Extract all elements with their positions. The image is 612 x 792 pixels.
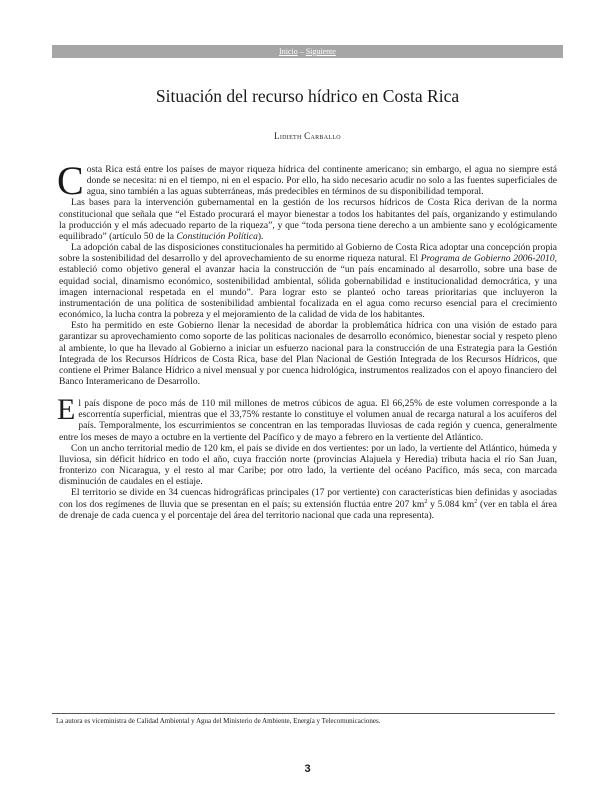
paragraph-text: y 5.084 km xyxy=(427,498,475,510)
program-reference: Programa de Gobierno 2006-2010 xyxy=(420,253,555,265)
article-body xyxy=(57,158,557,521)
paragraph-text: l país dispone de poco más de 110 mil millones de metros cúbicos de agua. El 66,25% de este volumen corresponde a la escorrentía superficial, mientras que el 33,75% restante lo constituye el volumen anual de recarga natural a los acuíferos del país. Temporalmente, los escurrimientos se concentran en las temporadas lluviosas de cada región y cuenca, generalmente entre los meses de mayo a octubre en la vertiente del Pacífico y de mayo a febrero en la vertiente del Atlántico. xyxy=(59,398,557,443)
paragraph-legal-basis xyxy=(59,197,557,242)
paragraph-basins xyxy=(59,487,557,520)
drop-cap: E xyxy=(57,393,76,427)
constitution-reference: Constitución Política xyxy=(176,230,258,242)
next-link[interactable]: Siguiente xyxy=(305,47,336,56)
paragraph-intro xyxy=(57,158,557,203)
superscript: 2 xyxy=(424,498,428,505)
footnote: La autora es viceministra de Calidad Ambiental y Agua del Ministerio de Ambiente, Energía y Telecomunicaciones. xyxy=(56,717,381,725)
paragraph-text: La adopción cabal de las disposiciones constitucionales ha permitido al Gobierno de Costa Rica adoptar una concepción propia sobre la sostenibilidad del desarrollo y del aprovechamiento de su enorme riqueza natural. El xyxy=(59,242,557,265)
paragraph-text: ). xyxy=(257,230,264,242)
page-number: 3 xyxy=(304,763,311,775)
paragraph-strategy xyxy=(59,320,557,387)
superscript: 2 xyxy=(474,498,478,505)
paragraph-government-program xyxy=(59,242,557,320)
author-name: Lidieth Carballo xyxy=(274,131,341,141)
paragraph-watersheds xyxy=(59,443,557,488)
navigation-bar xyxy=(52,45,563,58)
drop-cap: C xyxy=(57,158,84,203)
article-title: Situación del recurso hídrico en Costa Rica xyxy=(155,86,460,106)
paragraph-water-volume xyxy=(57,393,557,443)
paragraph-text: Las bases para la intervención gubernamental en la gestión de los recursos hídricos de Costa Rica derivan de la norma constitucional que señala que “el Estado procurará el mayor bienestar a todos los habitantes del país, organizando y estimulando la producción y el más adecuado reparto de la riqueza”, y que “toda persona tiene derecho a un ambiente sano y ecológicamente equilibrado” (artículo 50 de la xyxy=(59,197,557,242)
nav-separator: – xyxy=(297,47,306,56)
footnote-divider xyxy=(52,713,555,714)
paragraph-text: Con un ancho territorial medio de 120 km, el país se divide en dos vertientes: por un lado, la vertiente del Atlántico, húmeda y lluviosa, sin déficit hídrico en todo el año, cuya fracción norte (provincias Alajuela y Heredia) tributa hacia el río San Juan, fronterizo con Nicaragua, y el resto al mar Caribe; por otro lado, la vertiente del océano Pacífico, más seca, con marcada disminución de caudales en el estiaje. xyxy=(59,442,557,488)
home-link[interactable]: Inicio xyxy=(279,47,298,56)
paragraph-text: , estableció como objetivo general el avanzar hacia la construcción de “un país encaminado al desarrollo, sobre una base de equidad social, dinamismo económico, sostenibilidad ambiental, sólida gobernabilidad e institucionalidad democrática, y una imagen internacional respetada en el mundo”. Para lograr esto se planteó ocho tareas prioritarias que incluyeron la instrumentación de una política de sostenibilidad ambiental focalizada en el agua como recurso esencial para el crecimiento económico, la lucha contra la pobreza y el mejoramiento de la calidad de vida de los habitantes. xyxy=(59,253,557,321)
paragraph-text: El territorio se divide en 34 cuencas hidrográficas principales (17 por vertiente) con características bien definidas y asociadas con los dos regímenes de lluvia que se presentan en el país; su extensión fluctúa entre 207 km xyxy=(59,487,557,510)
paragraph-text: osta Rica está entre los países de mayor riqueza hídrica del continente americano; sin embargo, el agua no siempre está donde se necesita: ni en el tiempo, ni en el espacio. Por ello, ha sido necesario acudir no solo a las fuentes superficiales de agua, sino también a las aguas subterráneas, más predecibles en términos de su disponibilidad temporal. xyxy=(86,164,557,198)
paragraph-text: Esto ha permitido en este Gobierno llenar la necesidad de abordar la problemática hídrica con una visión de estado para garantizar su aprovechamiento como soporte de las políticas nacionales de desarrollo económico, bienestar social y respeto pleno al ambiente, lo que ha llevado al Gobierno a iniciar un esfuerzo nacional para la construcción de una Estrategia para la Gestión Integrada de los Recursos Hídricos de Costa Rica, base del Plan Nacional de Gestión Integrada de los Recursos Hídricos, que contiene el Primer Balance Hídrico a nivel mensual y por cuenca hidrológica, instrumentos realizados con el apoyo financiero del Banco Interamericano de Desarrollo. xyxy=(59,320,557,387)
paragraph-text: (ver en tabla el área de drenaje de cada cuenca y el porcentaje del área del territorio nacional que cada una representa). xyxy=(59,498,557,521)
